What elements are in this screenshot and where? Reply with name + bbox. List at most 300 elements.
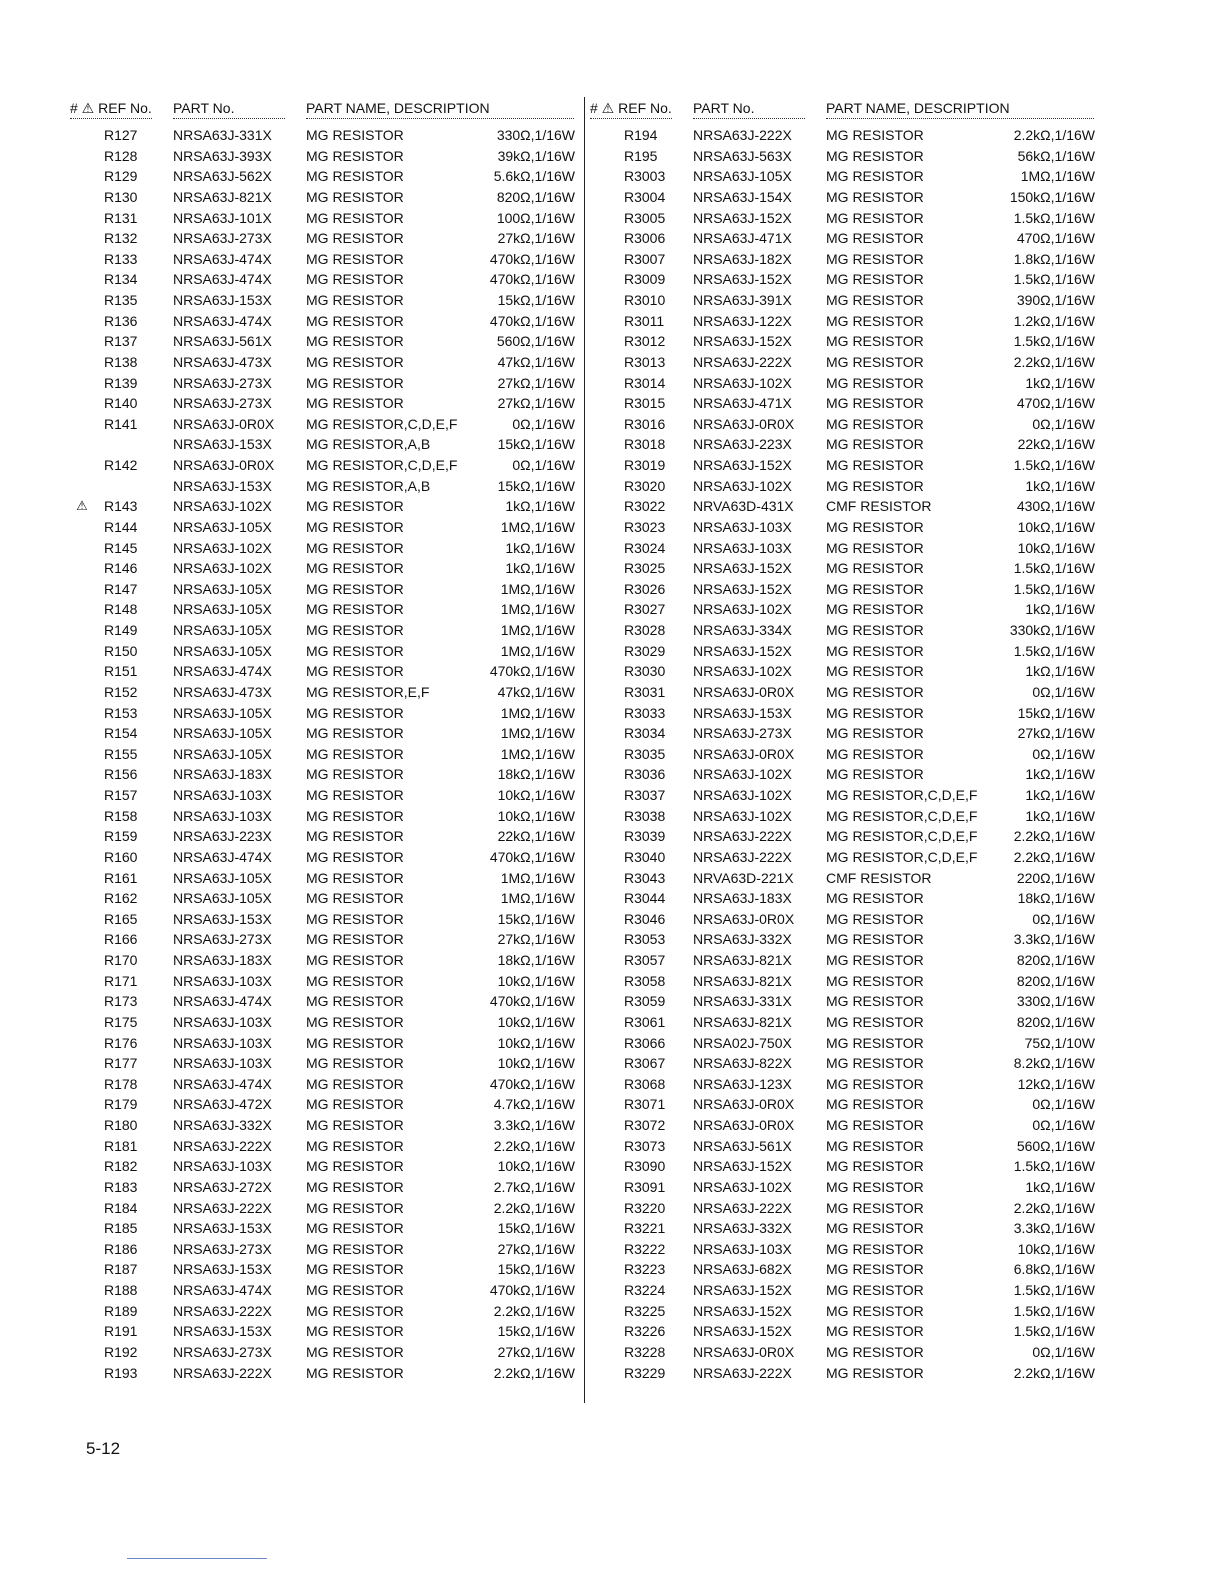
part-no: NRSA63J-102X xyxy=(693,1178,792,1195)
ref-no: R170 xyxy=(104,952,138,968)
table-row xyxy=(590,1363,1095,1384)
part-description: MG RESISTOR xyxy=(306,1178,404,1195)
part-value: 27kΩ,1/16W xyxy=(497,1343,575,1360)
part-description: MG RESISTOR xyxy=(826,890,924,907)
part-no: NRSA63J-105X xyxy=(173,580,272,597)
part-description: MG RESISTOR,C,D,E,F xyxy=(306,415,458,432)
part-description: MG RESISTOR,C,D,E,F xyxy=(306,457,458,473)
part-value: 1kΩ,1/16W xyxy=(505,498,575,515)
part-value: 3.3kΩ,1/16W xyxy=(1013,1220,1095,1237)
part-value: 470kΩ,1/16W xyxy=(489,663,575,680)
table-row xyxy=(70,125,575,146)
ref-no: R195 xyxy=(624,147,658,164)
table-row xyxy=(70,496,575,517)
part-description: MG RESISTOR xyxy=(826,1261,924,1278)
part-value: 1kΩ,1/16W xyxy=(1025,807,1095,824)
table-row xyxy=(590,971,1095,992)
ref-no: R3031 xyxy=(624,683,666,700)
part-description: MG RESISTOR,C,D,E,F xyxy=(826,807,978,824)
ref-no: R3034 xyxy=(624,725,666,742)
table-row xyxy=(590,661,1095,682)
part-no: NRSA63J-153X xyxy=(173,292,272,308)
ref-no: R161 xyxy=(104,869,138,886)
part-no: NRSA63J-0R0X xyxy=(693,415,795,432)
table-row xyxy=(70,950,575,971)
table-row xyxy=(590,558,1095,579)
part-no: NRSA63J-474X xyxy=(173,1075,272,1092)
part-value: 1.8kΩ,1/16W xyxy=(1013,250,1095,267)
warning-icon: ⚠ xyxy=(76,498,88,514)
part-description: MG RESISTOR xyxy=(826,1096,924,1113)
part-value: 1kΩ,1/16W xyxy=(1025,477,1095,494)
part-value: 27kΩ,1/16W xyxy=(497,931,575,948)
part-no: NRSA63J-474X xyxy=(173,848,272,865)
part-description: MG RESISTOR xyxy=(306,787,404,803)
part-description: MG RESISTOR xyxy=(306,663,404,680)
part-no: NRSA63J-561X xyxy=(173,333,272,350)
part-no: NRSA63J-153X xyxy=(173,477,272,494)
table-row xyxy=(70,228,575,249)
part-no: NRSA63J-102X xyxy=(693,807,792,824)
part-no: NRSA63J-391X xyxy=(693,292,792,308)
part-value: 0Ω,1/16W xyxy=(1032,910,1095,927)
ref-no: R148 xyxy=(104,601,138,618)
part-description: MG RESISTOR xyxy=(306,498,404,515)
ref-no: R3090 xyxy=(624,1158,666,1175)
part-no: NRSA63J-102X xyxy=(173,539,272,556)
part-description: MG RESISTOR xyxy=(826,663,924,680)
table-row xyxy=(70,641,575,662)
part-value: 0Ω,1/16W xyxy=(1032,415,1095,432)
part-value: 1MΩ,1/16W xyxy=(1020,168,1095,185)
table-row xyxy=(590,146,1095,167)
part-value: 15kΩ,1/16W xyxy=(497,1323,575,1340)
part-description: MG RESISTOR xyxy=(306,374,404,391)
part-value: 1.5kΩ,1/16W xyxy=(1013,1323,1095,1340)
part-description: MG RESISTOR xyxy=(306,1034,404,1051)
ref-no: R3013 xyxy=(624,353,666,370)
ref-no: R192 xyxy=(104,1343,138,1360)
part-description: MG RESISTOR,C,D,E,F xyxy=(826,787,978,803)
part-no: NRSA63J-0R0X xyxy=(693,745,795,762)
part-value: 6.8kΩ,1/16W xyxy=(1013,1261,1095,1278)
part-description: MG RESISTOR,A,B xyxy=(306,436,431,453)
part-no: NRSA63J-273X xyxy=(173,1343,272,1360)
part-value: 15kΩ,1/16W xyxy=(497,910,575,927)
part-description: MG RESISTOR xyxy=(826,952,924,968)
ref-no: R3068 xyxy=(624,1075,666,1092)
part-no: NRSA63J-682X xyxy=(693,1261,792,1278)
part-description: MG RESISTOR xyxy=(306,353,404,370)
part-no: NRSA63J-474X xyxy=(173,993,272,1010)
part-description: MG RESISTOR xyxy=(826,333,924,350)
ref-no: R3225 xyxy=(624,1302,666,1319)
table-row xyxy=(70,868,575,889)
ref-no: R3091 xyxy=(624,1178,666,1195)
part-no: NRSA63J-103X xyxy=(173,787,272,803)
part-value: 15kΩ,1/16W xyxy=(1017,704,1095,721)
table-row xyxy=(590,393,1095,414)
table-row xyxy=(70,538,575,559)
part-name-header: PART NAME, DESCRIPTION xyxy=(306,100,490,116)
ref-no: R3015 xyxy=(624,395,666,412)
part-description: MG RESISTOR xyxy=(826,518,924,535)
ref-no: R3061 xyxy=(624,1013,666,1030)
part-value: 1MΩ,1/16W xyxy=(500,890,575,907)
part-value: 10kΩ,1/16W xyxy=(497,1158,575,1175)
part-value: 8.2kΩ,1/16W xyxy=(1013,1055,1095,1072)
part-description: MG RESISTOR xyxy=(826,457,924,473)
part-no: NRSA63J-471X xyxy=(693,230,792,247)
header-dotted-rule xyxy=(590,118,672,119)
part-value: 2.2kΩ,1/16W xyxy=(493,1364,575,1381)
part-no: NRSA63J-0R0X xyxy=(693,1117,795,1133)
ref-no: R3036 xyxy=(624,766,666,783)
part-no-header: PART No. xyxy=(693,100,755,116)
part-description: MG RESISTOR xyxy=(826,395,924,412)
part-value: 47kΩ,1/16W xyxy=(497,353,575,370)
part-description: MG RESISTOR xyxy=(826,704,924,721)
ref-no: R191 xyxy=(104,1323,138,1340)
table-row xyxy=(590,187,1095,208)
part-description: MG RESISTOR xyxy=(826,271,924,288)
part-description: MG RESISTOR xyxy=(306,127,404,143)
page-number: 5-12 xyxy=(86,1439,121,1458)
part-description: MG RESISTOR xyxy=(826,993,924,1010)
table-row xyxy=(590,1156,1095,1177)
part-description: MG RESISTOR xyxy=(306,931,404,948)
part-value: 15kΩ,1/16W xyxy=(497,1261,575,1278)
part-value: 47kΩ,1/16W xyxy=(497,683,575,700)
part-description: MG RESISTOR xyxy=(306,1282,404,1298)
part-value: 1.5kΩ,1/16W xyxy=(1013,271,1095,288)
part-description: MG RESISTOR,A,B xyxy=(306,477,431,494)
ref-no: R186 xyxy=(104,1240,138,1257)
ref-no: R156 xyxy=(104,766,138,783)
ref-no: R3071 xyxy=(624,1096,666,1113)
part-value: 18kΩ,1/16W xyxy=(497,766,575,783)
part-no: NRSA63J-152X xyxy=(693,1323,792,1340)
ref-no: R3025 xyxy=(624,560,666,577)
table-row xyxy=(590,723,1095,744)
ref-no: R183 xyxy=(104,1178,138,1195)
part-no: NRSA63J-152X xyxy=(693,209,792,226)
part-no: NRSA63J-393X xyxy=(173,147,272,164)
table-row xyxy=(70,1321,575,1342)
part-description: MG RESISTOR xyxy=(826,415,924,432)
part-value: 820Ω,1/16W xyxy=(1016,1013,1095,1030)
part-description: MG RESISTOR xyxy=(826,1199,924,1216)
part-description: MG RESISTOR xyxy=(306,250,404,267)
ref-no: R141 xyxy=(104,415,138,432)
part-no: NRSA63J-474X xyxy=(173,1282,272,1298)
ref-no: R130 xyxy=(104,188,138,205)
table-row xyxy=(70,744,575,765)
table-row xyxy=(70,517,575,538)
part-description: MG RESISTOR xyxy=(826,168,924,185)
ref-no: R3012 xyxy=(624,333,666,350)
table-row xyxy=(590,1342,1095,1363)
part-value: 0Ω,1/16W xyxy=(1032,1343,1095,1360)
part-description: MG RESISTOR xyxy=(306,1117,404,1133)
part-no: NRSA63J-473X xyxy=(173,683,272,700)
table-row xyxy=(70,249,575,270)
part-value: 1kΩ,1/16W xyxy=(505,539,575,556)
part-value: 10kΩ,1/16W xyxy=(1017,1240,1095,1257)
table-row xyxy=(70,166,575,187)
part-no: NRSA63J-102X xyxy=(693,787,792,803)
part-value: 100Ω,1/16W xyxy=(496,209,575,226)
table-row xyxy=(70,352,575,373)
part-value: 22kΩ,1/16W xyxy=(497,828,575,845)
part-value: 15kΩ,1/16W xyxy=(497,436,575,453)
part-value: 10kΩ,1/16W xyxy=(497,1055,575,1072)
part-no: NRSA63J-273X xyxy=(173,931,272,948)
part-no: NRSA63J-183X xyxy=(693,890,792,907)
part-description: MG RESISTOR xyxy=(306,766,404,783)
ref-no: R132 xyxy=(104,230,138,247)
part-value: 1.5kΩ,1/16W xyxy=(1013,1158,1095,1175)
part-description: MG RESISTOR xyxy=(826,931,924,948)
part-value: 4.7kΩ,1/16W xyxy=(493,1096,575,1113)
table-row xyxy=(70,373,575,394)
part-description: MG RESISTOR xyxy=(306,580,404,597)
table-row xyxy=(590,166,1095,187)
part-description: MG RESISTOR xyxy=(826,1034,924,1051)
table-row xyxy=(70,888,575,909)
part-no: NRSA63J-153X xyxy=(173,1220,272,1237)
ref-no: R131 xyxy=(104,209,138,226)
ref-no: R158 xyxy=(104,807,138,824)
part-value: 1kΩ,1/16W xyxy=(505,560,575,577)
part-description: MG RESISTOR xyxy=(306,890,404,907)
ref-no: R177 xyxy=(104,1055,138,1072)
ref-no: R149 xyxy=(104,622,138,638)
part-description: MG RESISTOR xyxy=(826,436,924,453)
part-no-header: PART No. xyxy=(173,100,235,116)
part-no: NRSA63J-103X xyxy=(173,807,272,824)
part-value: 15kΩ,1/16W xyxy=(497,1220,575,1237)
part-no: NRSA63J-334X xyxy=(693,622,792,638)
part-value: 0Ω,1/16W xyxy=(512,415,575,432)
part-description: MG RESISTOR xyxy=(306,1240,404,1257)
part-value: 2.2kΩ,1/16W xyxy=(493,1199,575,1216)
table-row xyxy=(590,909,1095,930)
part-value: 56kΩ,1/16W xyxy=(1017,147,1095,164)
ref-no: R3011 xyxy=(624,312,665,329)
ref-no: R128 xyxy=(104,147,138,164)
table-row xyxy=(590,888,1095,909)
table-row xyxy=(590,269,1095,290)
part-description: MG RESISTOR xyxy=(306,560,404,577)
part-description: MG RESISTOR xyxy=(826,250,924,267)
part-value: 470kΩ,1/16W xyxy=(489,250,575,267)
part-no: NRSA63J-154X xyxy=(693,188,792,205)
bottom-rule xyxy=(127,1558,267,1559)
part-no: NRSA63J-331X xyxy=(173,127,272,143)
part-description: MG RESISTOR xyxy=(826,477,924,494)
table-row xyxy=(590,764,1095,785)
table-row xyxy=(590,496,1095,517)
part-no: NRSA63J-153X xyxy=(173,1261,272,1278)
ref-no: R145 xyxy=(104,539,138,556)
ref-no: R3028 xyxy=(624,622,666,638)
part-no: NRSA63J-222X xyxy=(173,1302,272,1319)
ref-no: R142 xyxy=(104,457,138,473)
part-no: NRSA63J-105X xyxy=(173,890,272,907)
part-value: 15kΩ,1/16W xyxy=(497,477,575,494)
part-description: MG RESISTOR xyxy=(826,766,924,783)
part-description: CMF RESISTOR xyxy=(826,869,932,886)
ref-no: R133 xyxy=(104,250,138,267)
part-no: NRSA63J-105X xyxy=(173,518,272,535)
part-value: 560Ω,1/16W xyxy=(496,333,575,350)
table-row xyxy=(590,228,1095,249)
part-no: NRSA63J-102X xyxy=(173,498,272,515)
ref-no: R188 xyxy=(104,1282,138,1298)
table-row xyxy=(70,1012,575,1033)
table-row xyxy=(590,929,1095,950)
part-value: 18kΩ,1/16W xyxy=(1017,890,1095,907)
part-description: MG RESISTOR xyxy=(306,168,404,185)
part-value: 330Ω,1/16W xyxy=(1016,993,1095,1010)
table-row xyxy=(70,1074,575,1095)
part-description: MG RESISTOR xyxy=(826,580,924,597)
table-header xyxy=(590,97,1095,119)
ref-no: R180 xyxy=(104,1117,138,1133)
table-row xyxy=(70,455,575,476)
ref-no: R3037 xyxy=(624,787,666,803)
table-row xyxy=(70,806,575,827)
parts-table-right xyxy=(590,97,1095,1383)
part-description: MG RESISTOR xyxy=(306,828,404,845)
part-description: MG RESISTOR xyxy=(306,292,404,308)
table-row xyxy=(70,1053,575,1074)
table-row xyxy=(70,785,575,806)
part-description: MG RESISTOR xyxy=(826,1240,924,1257)
ref-no: R185 xyxy=(104,1220,138,1237)
ref-no: R3020 xyxy=(624,477,666,494)
ref-no: R144 xyxy=(104,518,138,535)
part-no: NRSA63J-105X xyxy=(173,704,272,721)
ref-no: R3046 xyxy=(624,910,666,927)
part-value: 2.2kΩ,1/16W xyxy=(1013,353,1095,370)
ref-no: R135 xyxy=(104,292,138,308)
part-description: MG RESISTOR xyxy=(306,1261,404,1278)
part-description: MG RESISTOR xyxy=(826,292,924,308)
table-row xyxy=(590,785,1095,806)
part-description: MG RESISTOR xyxy=(306,1302,404,1319)
table-row xyxy=(70,826,575,847)
part-value: 3.3kΩ,1/16W xyxy=(1013,931,1095,948)
table-row xyxy=(590,1115,1095,1136)
parts-table-left xyxy=(70,97,575,1383)
part-no: NRSA63J-102X xyxy=(693,766,792,783)
table-row xyxy=(70,764,575,785)
part-value: 1MΩ,1/16W xyxy=(500,580,575,597)
part-no: NRSA63J-152X xyxy=(693,1282,792,1298)
ref-no: R166 xyxy=(104,931,138,948)
part-no: NRSA63J-103X xyxy=(173,1013,272,1030)
table-row xyxy=(70,579,575,600)
part-description: MG RESISTOR xyxy=(306,1075,404,1092)
part-description: MG RESISTOR xyxy=(826,1013,924,1030)
part-value: 10kΩ,1/16W xyxy=(497,1013,575,1030)
part-no: NRSA63J-182X xyxy=(693,250,792,267)
part-no: NRSA63J-273X xyxy=(173,230,272,247)
part-value: 470kΩ,1/16W xyxy=(489,993,575,1010)
ref-no: R153 xyxy=(104,704,138,721)
table-row xyxy=(590,806,1095,827)
part-no: NRSA63J-103X xyxy=(173,1034,272,1051)
table-row xyxy=(590,1280,1095,1301)
ref-no: R3005 xyxy=(624,209,666,226)
part-value: 2.2kΩ,1/16W xyxy=(493,1137,575,1154)
part-description: MG RESISTOR xyxy=(306,869,404,886)
table-row xyxy=(590,249,1095,270)
part-description: MG RESISTOR xyxy=(306,952,404,968)
part-description: MG RESISTOR xyxy=(826,1302,924,1319)
ref-no: R181 xyxy=(104,1137,138,1154)
part-value: 1kΩ,1/16W xyxy=(1025,374,1095,391)
part-no: NRSA63J-102X xyxy=(693,663,792,680)
part-description: MG RESISTOR xyxy=(826,127,924,143)
table-row xyxy=(70,1280,575,1301)
part-value: 10kΩ,1/16W xyxy=(1017,518,1095,535)
part-no: NRSA63J-222X xyxy=(693,1364,792,1381)
ref-no: R3003 xyxy=(624,168,666,185)
ref-no: R179 xyxy=(104,1096,138,1113)
table-row xyxy=(70,991,575,1012)
ref-no: R3228 xyxy=(624,1343,666,1360)
ref-no: R147 xyxy=(104,580,138,597)
part-description: MG RESISTOR xyxy=(306,601,404,618)
table-row xyxy=(70,909,575,930)
part-no: NRSA63J-105X xyxy=(173,642,272,659)
part-no: NRSA63J-273X xyxy=(693,725,792,742)
part-value: 75Ω,1/10W xyxy=(1024,1034,1095,1051)
table-row xyxy=(590,1239,1095,1260)
table-row xyxy=(590,847,1095,868)
part-value: 820Ω,1/16W xyxy=(1016,972,1095,989)
table-row xyxy=(70,269,575,290)
ref-no: R151 xyxy=(104,663,138,680)
part-value: 470kΩ,1/16W xyxy=(489,271,575,288)
table-row xyxy=(70,1033,575,1054)
part-description: MG RESISTOR xyxy=(826,353,924,370)
ref-no: R165 xyxy=(104,910,138,927)
part-name-header: PART NAME, DESCRIPTION xyxy=(826,100,1010,116)
table-row xyxy=(590,1177,1095,1198)
part-no: NRSA63J-152X xyxy=(693,642,792,659)
table-row xyxy=(590,476,1095,497)
part-no: NRSA63J-331X xyxy=(693,993,792,1010)
ref-no: R3009 xyxy=(624,271,666,288)
part-no: NRSA63J-153X xyxy=(173,1323,272,1340)
part-no: NRSA63J-222X xyxy=(693,127,792,143)
table-row xyxy=(70,1301,575,1322)
table-row xyxy=(70,414,575,435)
part-no: NRSA63J-105X xyxy=(173,601,272,618)
part-description: MG RESISTOR xyxy=(306,230,404,247)
table-row xyxy=(590,1074,1095,1095)
ref-no: R189 xyxy=(104,1302,138,1319)
table-row xyxy=(590,1033,1095,1054)
part-description: MG RESISTOR xyxy=(826,683,924,700)
part-no: NRSA63J-105X xyxy=(173,745,272,762)
table-row xyxy=(590,352,1095,373)
ref-no: R3059 xyxy=(624,993,666,1010)
